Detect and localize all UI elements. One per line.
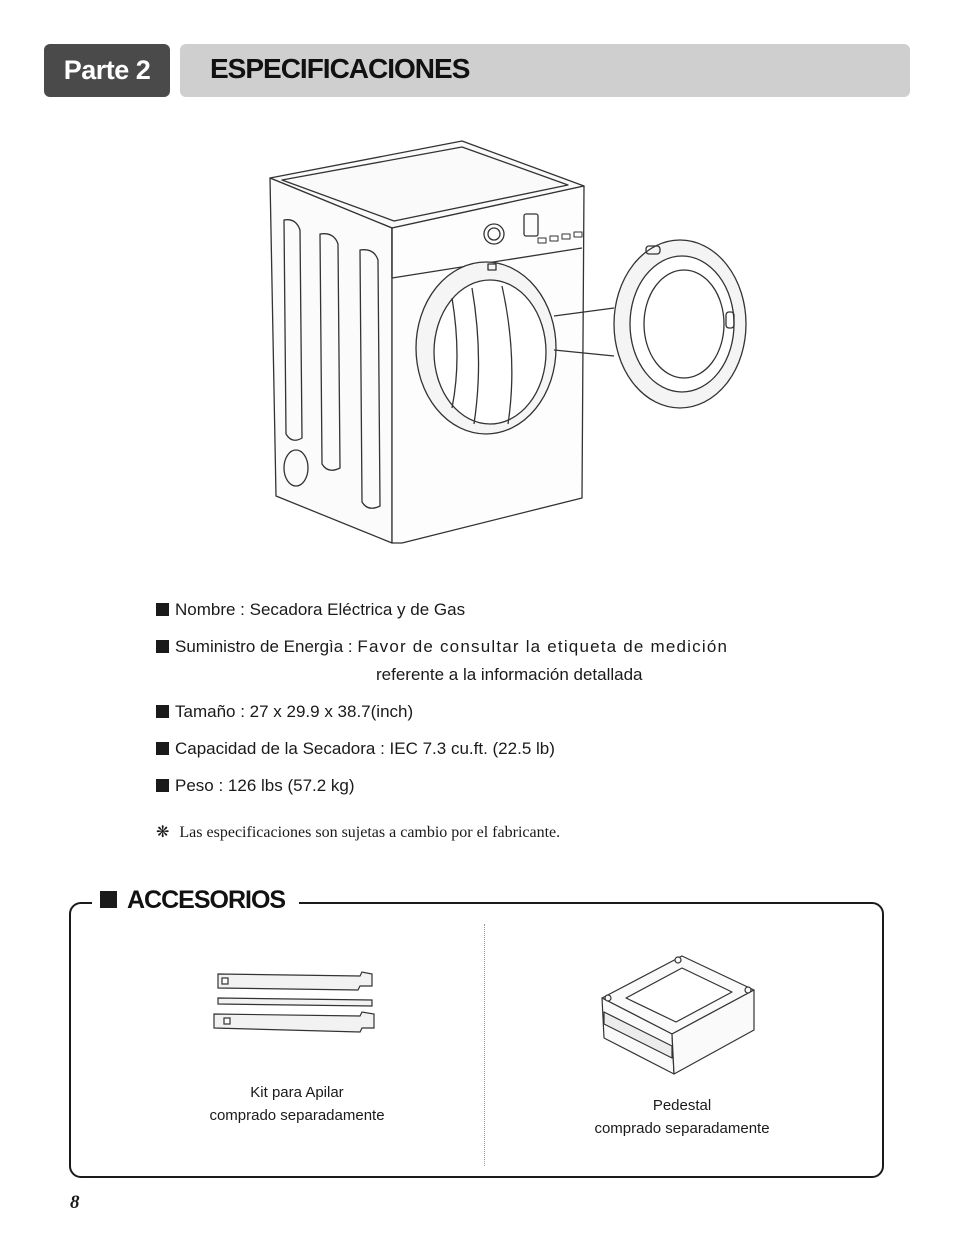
accessories-divider (484, 924, 485, 1166)
stacking-kit-illustration-icon (210, 966, 380, 1036)
page-number: 8 (70, 1192, 80, 1213)
spec-item: Peso : 126 lbs (57.2 kg) (156, 774, 728, 811)
asterism-icon: ❋ (156, 824, 170, 841)
section-title: ESPECIFICACIONES (210, 53, 470, 84)
accessories-title: ACCESORIOS (92, 882, 299, 918)
section-title-bar (180, 44, 910, 97)
spec-note: ❋ Las especificaciones son sujetas a cambio por el fabricante. (156, 824, 561, 841)
spec-item: Suministro de Energìa : Favor de consultar la etiqueta de medición referente a la información detallada (156, 635, 728, 700)
accessory-caption-stacking-kit: Kit para Apilar comprado separadamente (209, 1084, 385, 1124)
accessory-caption-pedestal: Pedestal comprado separadamente (594, 1097, 770, 1137)
spec-item: Nombre : Secadora Eléctrica y de Gas (156, 598, 728, 635)
bullet-square-icon (156, 742, 169, 755)
part-tab: Parte 2 (44, 44, 170, 97)
spec-item: Tamaño : 27 x 29.9 x 38.7(inch) (156, 700, 728, 737)
bullet-square-icon (156, 603, 169, 616)
bullet-square-icon (156, 705, 169, 718)
bullet-square-icon (156, 779, 169, 792)
spec-list (156, 598, 728, 811)
bullet-square-icon (100, 891, 117, 908)
dryer-illustration-icon (262, 138, 752, 558)
bullet-square-icon (156, 640, 169, 653)
spec-item: Capacidad de la Secadora : IEC 7.3 cu.ft. (22.5 lb) (156, 737, 728, 774)
pedestal-illustration-icon (596, 950, 758, 1076)
